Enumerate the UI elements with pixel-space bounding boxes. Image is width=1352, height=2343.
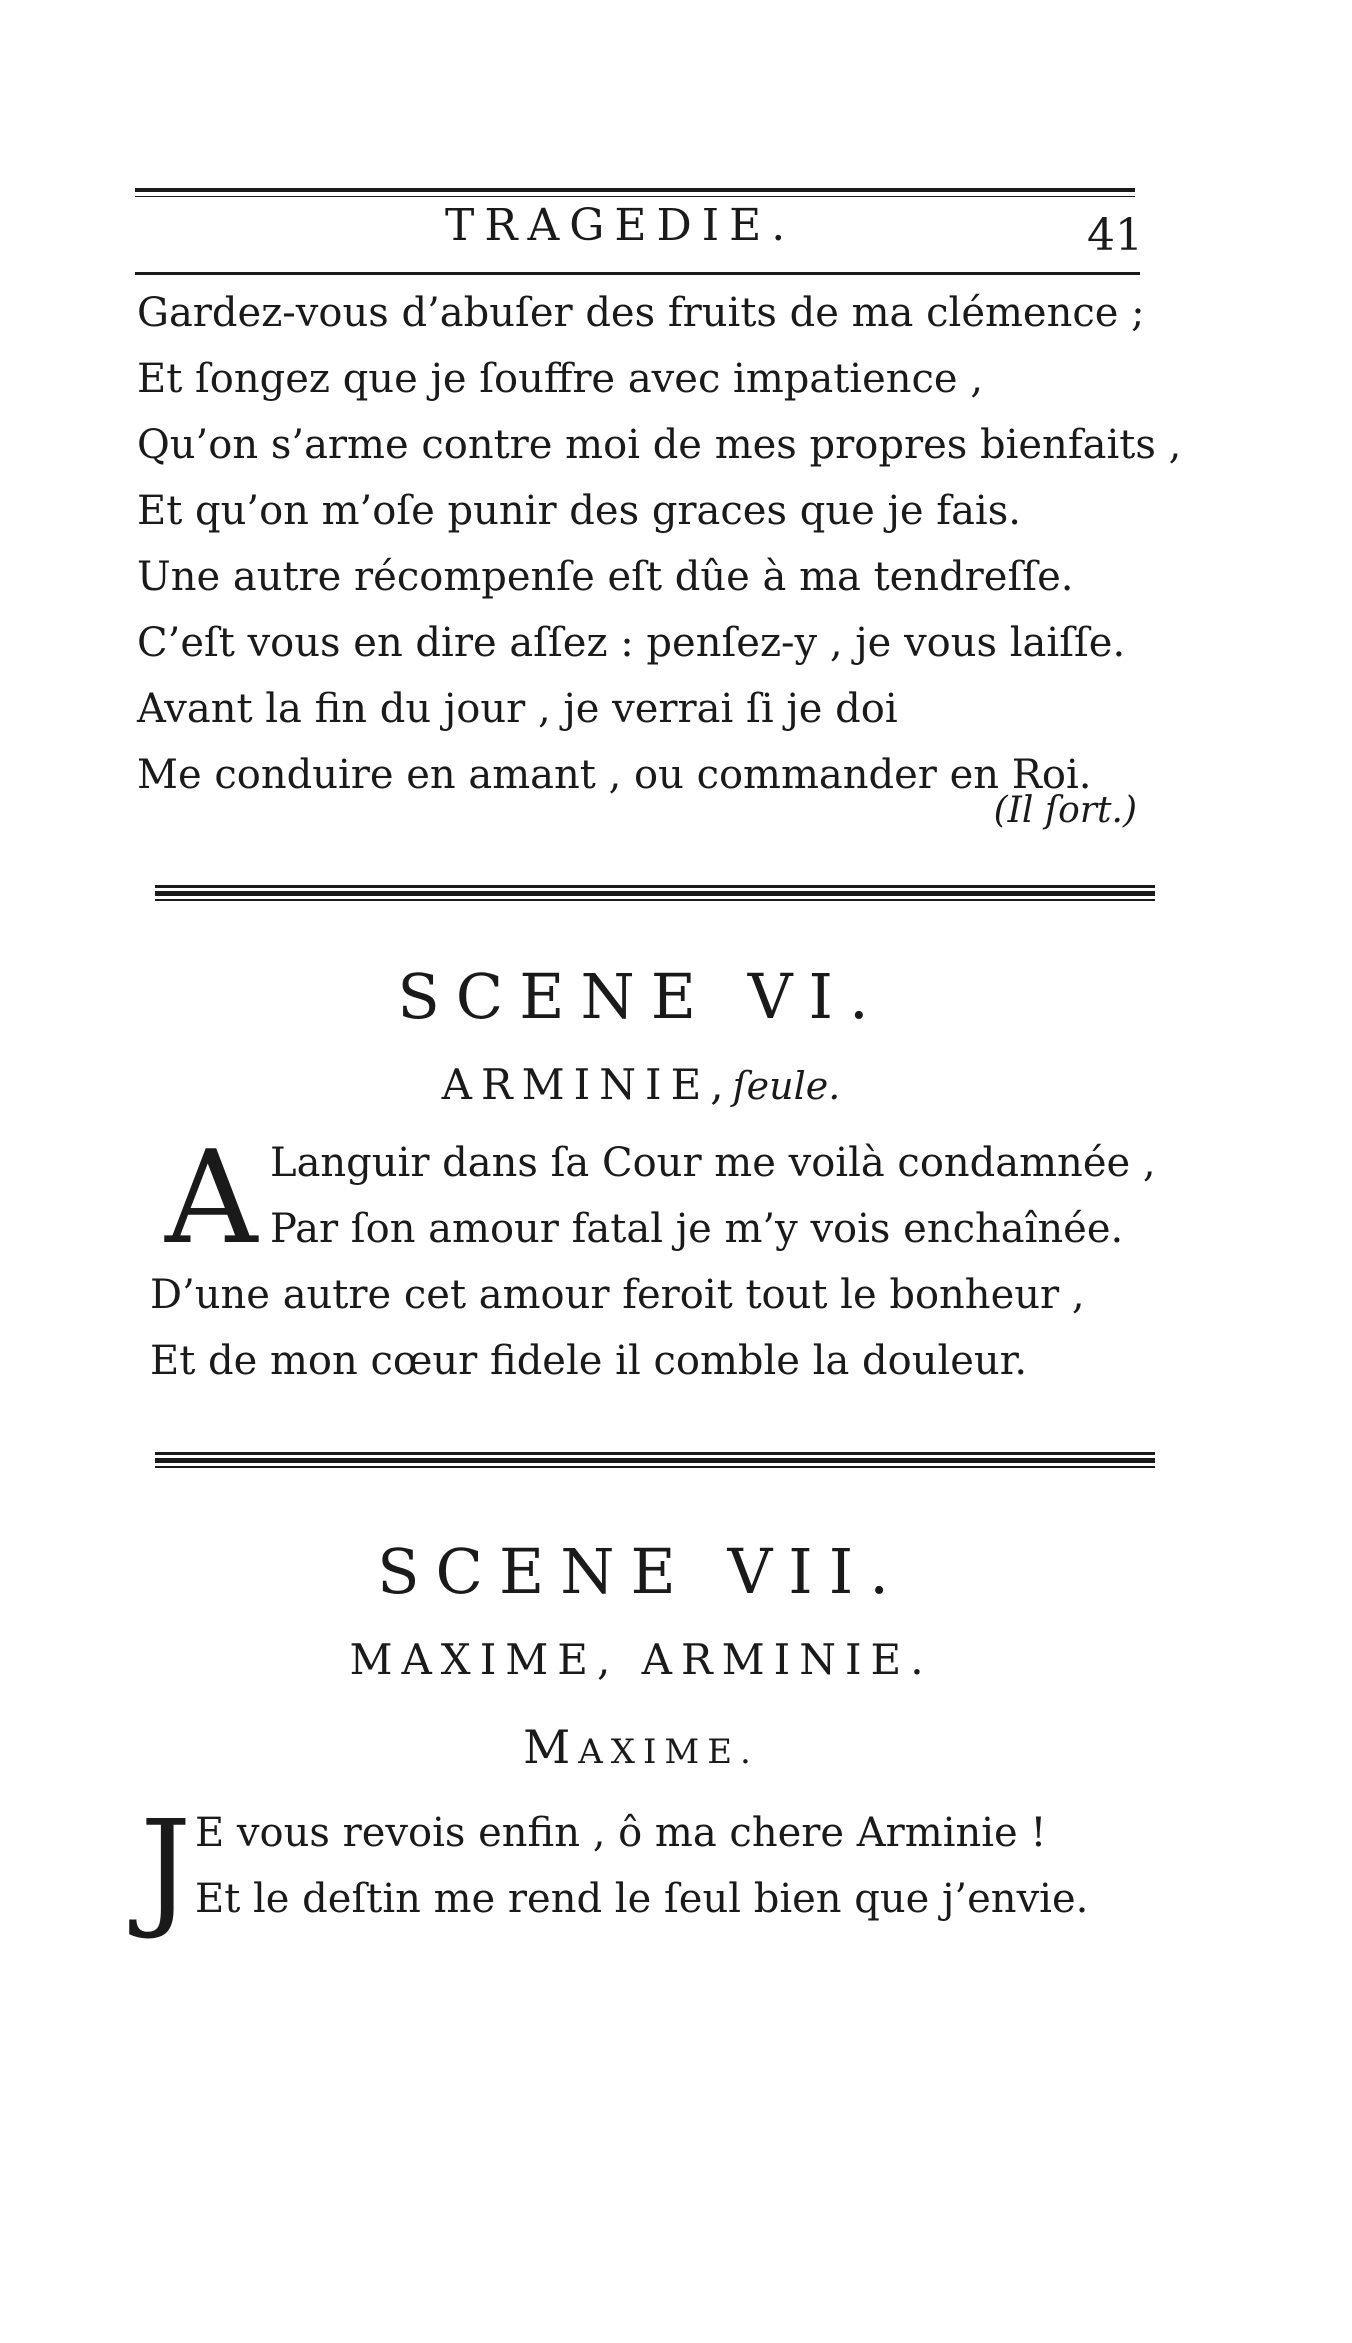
stage-direction: (Il ſort.) (993, 790, 1137, 831)
header-rule-thick (135, 188, 1135, 192)
verse-line: Une autre récompenſe eſt dûe à ma tendreſſe. (137, 554, 1074, 600)
verse-line: Avant la fin du jour , je verrai ſi je doi (137, 686, 898, 732)
running-title: TRAGEDIE. (445, 200, 796, 251)
speaker-initial: M (523, 1720, 579, 1774)
verse-line: Qu’on s’arme contre moi de mes propres bienfaits , (137, 422, 1182, 468)
header-rule-bottom (135, 272, 1140, 275)
header-rule-thin (135, 196, 1135, 197)
verse-line: C’eſt vous en dire aſſez : penſez-y , je vous laiſſe. (137, 620, 1126, 666)
verse-line: Et de mon cœur fidele il comble la douleur. (150, 1338, 1028, 1384)
scene-characters: MAXIME, ARMINIE. (349, 1635, 933, 1684)
verse-line: Et qu’on m’oſe punir des graces que je fais. (137, 488, 1021, 534)
drop-cap: A (165, 1124, 258, 1273)
verse-line: Par ſon amour fatal je m’y vois enchaînée. (270, 1206, 1124, 1252)
running-head (135, 200, 1143, 261)
verse-line: Languir dans ſa Cour me voilà condamnée , (270, 1140, 1156, 1186)
verse-line: D’une autre cet amour feroit tout le bonheur , (150, 1272, 1085, 1318)
speaker-rest: AXIME. (578, 1732, 759, 1772)
verse-line: Gardez-vous d’abuſer des fruits de ma clémence ; (137, 290, 1145, 336)
scene-divider (155, 1452, 1155, 1468)
character-names: ARMINIE, (441, 1060, 733, 1109)
verse-line: E vous revois enfin , ô ma chere Arminie ! (195, 1810, 1047, 1856)
drop-cap: J (140, 1794, 192, 1943)
character-qualifier: ſeule. (732, 1064, 841, 1108)
page-number: 41 (1087, 210, 1143, 261)
speaker-name (135, 1720, 1147, 1774)
scene-heading: SCENE VII. (377, 1535, 905, 1608)
scene-divider (155, 885, 1155, 901)
verse-line: Et le deſtin me rend le ſeul bien que j’envie. (195, 1876, 1089, 1922)
scene-characters (135, 1060, 1147, 1109)
opening-verse-block (137, 280, 1182, 808)
verse-line: Me conduire en amant , ou commander en Roi. (137, 752, 1092, 798)
scene-heading: SCENE VI. (397, 960, 885, 1033)
verse-line: Et ſongez que je ſouffre avec impatience , (137, 356, 984, 402)
